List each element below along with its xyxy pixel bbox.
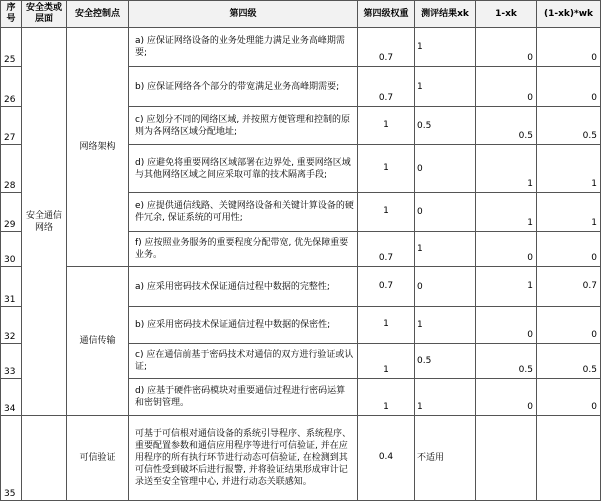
result-cell: 1	[415, 379, 476, 416]
one-minus-cell: 0	[476, 307, 537, 344]
row-number: 32	[1, 307, 22, 344]
product-cell	[537, 416, 601, 501]
result-cell: 0	[415, 145, 476, 193]
control-point-network-architecture: 网络架构	[67, 28, 129, 267]
weight-cell: 0.4	[358, 416, 415, 501]
weight-cell: 0.7	[358, 267, 415, 307]
header-one-minus: 1-xk	[476, 1, 537, 28]
result-cell: 1	[415, 307, 476, 344]
result-cell: 0.5	[415, 107, 476, 145]
requirement-text: b) 应保证网络各个部分的带宽满足业务高峰期需要;	[129, 67, 358, 107]
header-category: 安全类或层面	[22, 1, 67, 28]
weight-cell: 1	[358, 145, 415, 193]
product-cell: 1	[537, 145, 601, 193]
requirement-text: d) 应基于硬件密码模块对重要通信过程进行密码运算和密钥管理。	[129, 379, 358, 416]
requirement-text: 可基于可信根对通信设备的系统引导程序、系统程序、重要配置参数和通信应用程序等进行可信验证, 并在应用程序的所有执行环节进行动态可信验证, 在检测到其可信性受到破坏后进行报警, 并将验证结果形成审计记录送至安全管理中心, 并进行动态关联感知。	[129, 416, 358, 501]
weight-cell: 0.7	[358, 232, 415, 267]
control-point-communication-transfer: 通信传输	[67, 267, 129, 416]
one-minus-cell: 0	[476, 28, 537, 67]
product-cell: 0	[537, 28, 601, 67]
product-cell: 0	[537, 67, 601, 107]
row-number: 30	[1, 232, 22, 267]
result-cell: 1	[415, 28, 476, 67]
product-cell: 0.5	[537, 107, 601, 145]
weight-cell: 0.7	[358, 67, 415, 107]
header-row	[1, 1, 601, 28]
row-number: 33	[1, 344, 22, 379]
one-minus-cell: 1	[476, 193, 537, 232]
one-minus-cell: 1	[476, 267, 537, 307]
one-minus-cell: 0	[476, 232, 537, 267]
table-row	[1, 416, 601, 501]
row-number: 34	[1, 379, 22, 416]
control-point-trusted-verification: 可信验证	[67, 416, 129, 501]
row-number: 26	[1, 67, 22, 107]
one-minus-cell: 0	[476, 379, 537, 416]
product-cell: 0.7	[537, 267, 601, 307]
one-minus-cell	[476, 416, 537, 501]
one-minus-cell: 0.5	[476, 107, 537, 145]
table-row	[1, 267, 601, 307]
requirement-text: d) 应避免将重要网络区域部署在边界处, 重要网络区域与其他网络区域之间应采取可靠的技术隔离手段;	[129, 145, 358, 193]
one-minus-cell: 1	[476, 145, 537, 193]
one-minus-cell: 0.5	[476, 344, 537, 379]
header-weight: 第四级权重	[358, 1, 415, 28]
result-cell: 1	[415, 67, 476, 107]
requirement-text: f) 应按照业务服务的重要程度分配带宽, 优先保障重要业务。	[129, 232, 358, 267]
requirement-text: a) 应采用密码技术保证通信过程中数据的完整性;	[129, 267, 358, 307]
header-fourth-level: 第四级	[129, 1, 358, 28]
result-cell: 不适用	[415, 416, 476, 501]
requirement-text: e) 应提供通信线路、关键网络设备和关键计算设备的硬件冗余, 保证系统的可用性;	[129, 193, 358, 232]
row-number: 27	[1, 107, 22, 145]
category-cell-empty	[22, 416, 67, 501]
weight-cell: 1	[358, 307, 415, 344]
row-number: 31	[1, 267, 22, 307]
result-cell: 0.5	[415, 344, 476, 379]
weight-cell: 1	[358, 107, 415, 145]
weight-cell: 1	[358, 344, 415, 379]
one-minus-cell: 0	[476, 67, 537, 107]
result-cell: 0	[415, 193, 476, 232]
weight-cell: 0.7	[358, 28, 415, 67]
product-cell: 0	[537, 379, 601, 416]
weight-cell: 1	[358, 379, 415, 416]
requirement-text: c) 应划分不同的网络区域, 并按照方便管理和控制的原则为各网络区域分配地址;	[129, 107, 358, 145]
requirement-text: c) 应在通信前基于密码技术对通信的双方进行验证或认证;	[129, 344, 358, 379]
category-cell: 安全通信网络	[22, 28, 67, 416]
table-row	[1, 28, 601, 67]
product-cell: 0	[537, 232, 601, 267]
product-cell: 0.5	[537, 344, 601, 379]
result-cell: 1	[415, 232, 476, 267]
product-cell: 1	[537, 193, 601, 232]
header-result: 测评结果xk	[415, 1, 476, 28]
requirement-text: a) 应保证网络设备的业务处理能力满足业务高峰期需要;	[129, 28, 358, 67]
header-control-point: 安全控制点	[67, 1, 129, 28]
row-number: 25	[1, 28, 22, 67]
row-number: 28	[1, 145, 22, 193]
header-seq: 序号	[1, 1, 22, 28]
header-product: (1-xk)*wk	[537, 1, 601, 28]
result-cell: 0	[415, 267, 476, 307]
weight-cell: 1	[358, 193, 415, 232]
row-number: 35	[1, 416, 22, 501]
product-cell: 0	[537, 307, 601, 344]
requirement-text: b) 应采用密码技术保证通信过程中数据的保密性;	[129, 307, 358, 344]
row-number: 29	[1, 193, 22, 232]
